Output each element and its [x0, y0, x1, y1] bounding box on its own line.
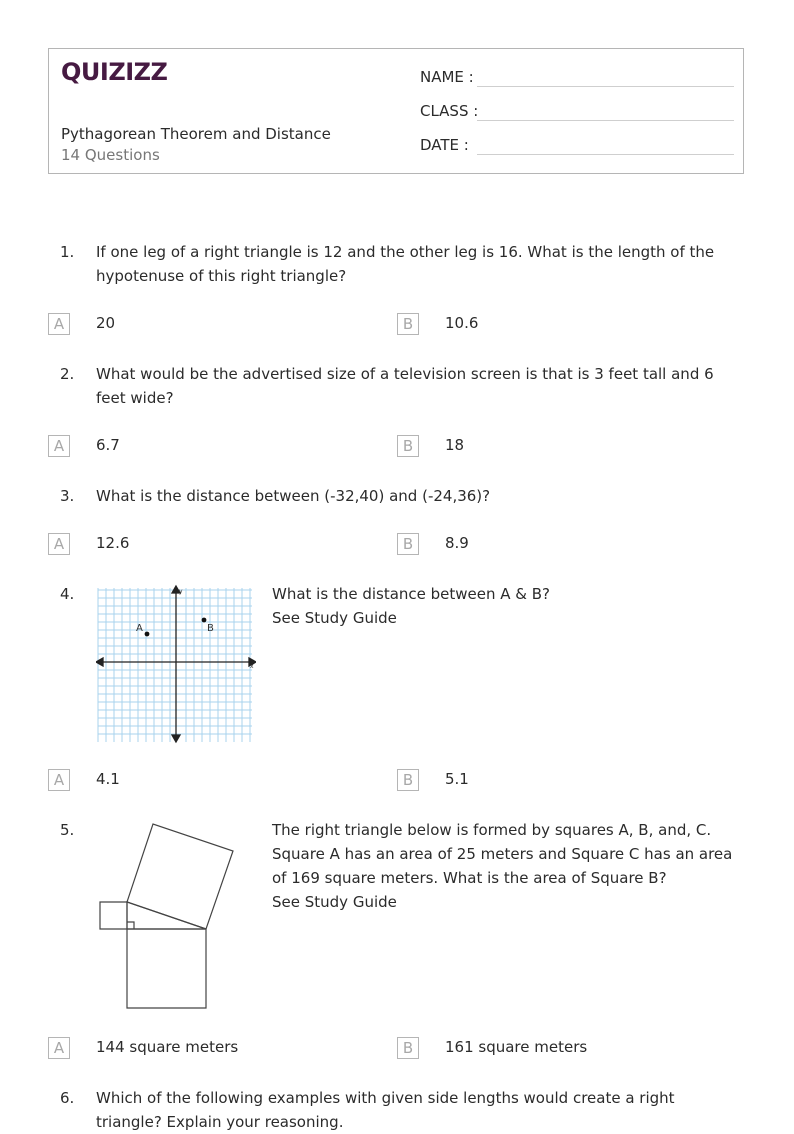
option-value: 144 square meters	[96, 1038, 239, 1056]
name-label: NAME :	[420, 68, 474, 86]
date-field[interactable]	[420, 136, 734, 160]
question-number: 4.	[60, 585, 75, 603]
option-value: 161 square meters	[445, 1038, 588, 1056]
square-large-tilted	[127, 824, 233, 929]
x-axis-label: x	[250, 663, 254, 670]
option-letter-box[interactable]: B	[397, 769, 419, 791]
y-arrow-down	[172, 735, 180, 742]
option-value: 5.1	[445, 770, 469, 788]
question-text: If one leg of a right triangle is 12 and the other leg is 16. What is the length of the hypotenuse of this right triangle?	[96, 243, 715, 285]
question-number: 5.	[60, 821, 75, 839]
question-count: 14 Questions	[61, 146, 160, 164]
point-a-label: A	[136, 623, 143, 634]
date-label: DATE :	[420, 136, 469, 154]
option-letter-box[interactable]: B	[397, 1037, 419, 1059]
date-line[interactable]	[477, 154, 734, 155]
option-value: 8.9	[445, 534, 469, 552]
question-subtext: See Study Guide	[272, 893, 397, 911]
square-bottom	[127, 929, 206, 1008]
question-number: 3.	[60, 487, 75, 505]
point-b	[202, 618, 207, 623]
question-text: What would be the advertised size of a television screen is that is 3 feet tall and 6 feet wide?	[96, 365, 714, 407]
option-letter-box[interactable]: A	[48, 313, 70, 335]
option-letter-box[interactable]: B	[397, 533, 419, 555]
option-value: 4.1	[96, 770, 120, 788]
grid-lines	[98, 588, 252, 742]
option-value: 18	[445, 436, 465, 454]
question-text: What is the distance between (-32,40) and (-24,36)?	[96, 487, 491, 505]
question-number: 6.	[60, 1089, 75, 1107]
option-letter-box[interactable]: A	[48, 1037, 70, 1059]
point-a	[145, 632, 150, 637]
axes	[96, 586, 256, 742]
class-line[interactable]	[477, 120, 734, 121]
coordinate-grid-figure	[96, 584, 256, 744]
quizizz-logo: QUIZIZZ	[61, 58, 168, 86]
y-axis-label: y	[179, 588, 183, 595]
right-angle-marker	[127, 922, 134, 929]
option-letter-box[interactable]: A	[48, 533, 70, 555]
name-field[interactable]	[420, 68, 734, 92]
class-field[interactable]	[420, 102, 734, 126]
option-letter-box[interactable]: A	[48, 769, 70, 791]
class-label: CLASS :	[420, 102, 479, 120]
option-value: 12.6	[96, 534, 130, 552]
worksheet-title: Pythagorean Theorem and Distance	[61, 125, 331, 143]
squares-triangle-figure	[94, 818, 244, 1014]
question-subtext: See Study Guide	[272, 609, 397, 627]
option-value: 20	[96, 314, 116, 332]
option-letter-box[interactable]: B	[397, 435, 419, 457]
question-number: 2.	[60, 365, 75, 383]
option-value: 10.6	[445, 314, 479, 332]
question-number: 1.	[60, 243, 75, 261]
right-triangle	[127, 902, 206, 929]
square-small	[100, 902, 127, 929]
name-line[interactable]	[477, 86, 734, 87]
worksheet-header	[48, 48, 744, 174]
question-text: Which of the following examples with given side lengths would create a right triangle? Explain your reasoning.	[96, 1089, 675, 1131]
point-b-label: B	[207, 623, 214, 634]
question-text: What is the distance between A & B?	[272, 585, 551, 603]
option-letter-box[interactable]: A	[48, 435, 70, 457]
option-value: 6.7	[96, 436, 120, 454]
x-arrow-left	[96, 658, 103, 666]
question-text: The right triangle below is formed by squares A, B, and, C. Square A has an area of 25 meters and Square C has an area of 169 square meters. What is the area of Square B?	[272, 821, 733, 887]
option-letter-box[interactable]: B	[397, 313, 419, 335]
